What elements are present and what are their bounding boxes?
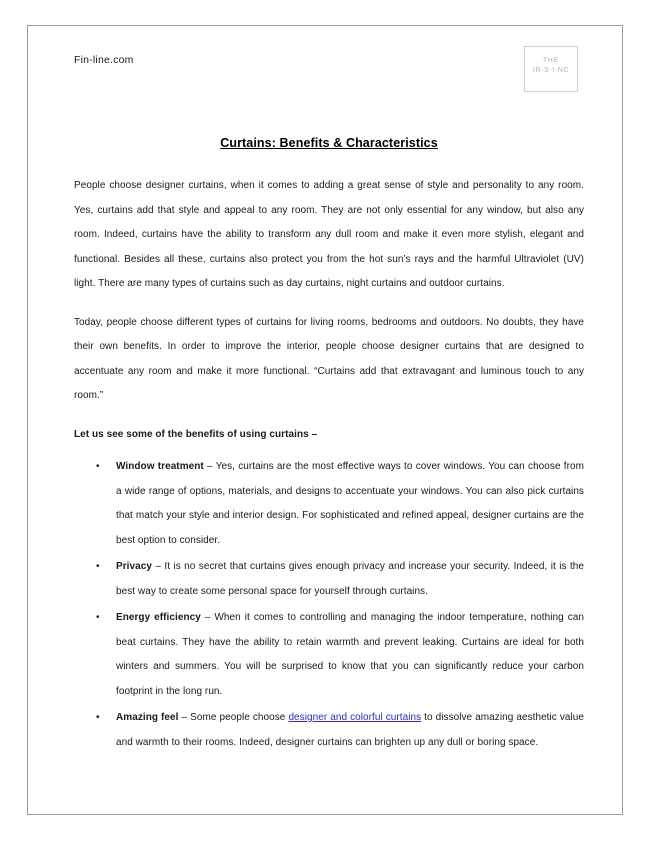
- designer-curtains-link[interactable]: designer and colorful curtains: [288, 712, 422, 723]
- bullet-separator: –: [151, 561, 165, 572]
- company-logo: [524, 46, 578, 92]
- logo-text-line-3: · · ·: [544, 74, 558, 80]
- benefits-list: [74, 455, 584, 755]
- list-item: [74, 706, 584, 755]
- bullet-icon: •: [96, 712, 100, 723]
- bullet-text: When it comes to controlling and managing the indoor temperature, nothing can beat curtains. They have the ability to retain warmth and prevent leaking. Curtains are ideal for both winters and summers. You will be surprised to know that you can significantly reduce your carbon footprint in the long run.: [116, 612, 584, 697]
- bullet-icon: •: [96, 561, 100, 572]
- bullet-text-before-link: Some people choose: [190, 712, 289, 723]
- bullet-text: Yes, curtains are the most effective ways to cover windows. You can choose from a wide range of options, materials, and designs to accentuate your windows. You can also pick curtains that match your style and interior design. For sophisticated and refined appeal, designer curtains are the best option to consider.: [116, 461, 584, 546]
- bullet-icon: •: [96, 461, 100, 472]
- bullet-term: Window treatment: [116, 461, 204, 472]
- document-body: [74, 174, 584, 755]
- logo-text-line-1: THE: [543, 57, 559, 65]
- paragraph-intro: People choose designer curtains, when it comes to adding a great sense of style and personality to any room. Yes, curtains add that style and appeal to any room. They are not only essential for any window, but also any room. Indeed, curtains have the ability to transform any dull room and make it even more stylish, elegant and functional. Besides all these, curtains also protect you from the hot sun’s rays and the harmful Ultraviolet (UV) light. There are many types of curtains such as day curtains, night curtains and outdoor curtains.: [74, 180, 584, 289]
- bullet-term: Energy efficiency: [116, 612, 201, 623]
- bullet-text-after-link: to dissolve amazing aesthetic value and warmth to their rooms. Indeed, designer curtains can brighten up any dull or boring space.: [116, 712, 585, 748]
- list-item: [74, 606, 584, 704]
- bullet-term: Privacy: [116, 561, 152, 572]
- paragraph-types: Today, people choose different types of curtains for living rooms, bedrooms and outdoors. No doubts, they have their own benefits. In order to improve the interior, people choose designer curtains that are designed to accentuate any room and make it more functional. “Curtains add that extravagant and luminous touch to any room.”: [74, 316, 584, 401]
- bullet-text: It is no secret that curtains gives enough privacy and increase your security. Indeed, it is the best way to create some personal space for yourself through curtains.: [116, 561, 584, 597]
- bullet-separator: –: [178, 712, 191, 723]
- document-header: [74, 42, 584, 114]
- document-title: Curtains: Benefits & Characteristics: [220, 136, 438, 150]
- bullet-term: Amazing feel: [116, 712, 179, 723]
- document-page: [27, 25, 623, 815]
- bullet-separator: –: [203, 461, 216, 472]
- page-content-area: [28, 26, 622, 814]
- bullet-icon: •: [96, 612, 100, 623]
- benefits-lead-in: Let us see some of the benefits of using curtains –: [74, 428, 318, 440]
- logo-text-line-2: IR·S·I·NC: [532, 66, 570, 74]
- list-item: [74, 555, 584, 604]
- bullet-separator: –: [200, 612, 215, 623]
- list-item: [74, 455, 584, 553]
- site-name-header: Fin-line.com: [74, 54, 134, 66]
